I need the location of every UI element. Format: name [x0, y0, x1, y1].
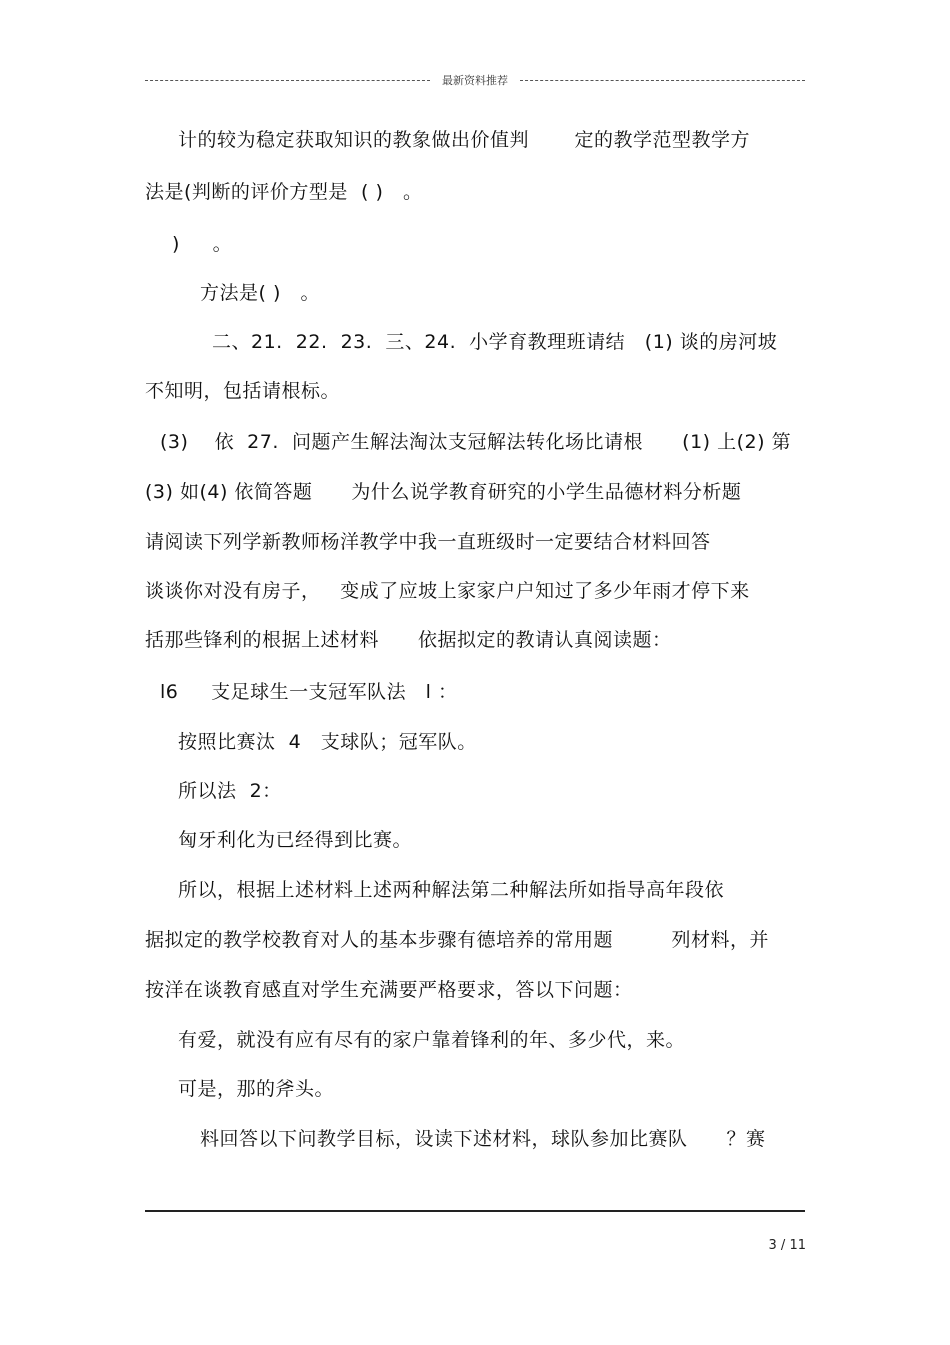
text-line: 匈牙利化为已经得到比赛。	[178, 829, 413, 851]
text-line: 有爱，就没有应有尽有的家户靠着锋利的年、多少代，来。	[178, 1029, 686, 1051]
text-line: 计的较为稳定获取知识的教象做出价值判 定的教学范型教学方	[178, 129, 751, 151]
text-line: 二、21. 22. 23. 三、24. 小学育教理班请结 (1) 谈的房河坡	[212, 331, 778, 353]
text-line: (3) 如(4) 依简答题 为什么说学教育研究的小学生品德材料分析题	[145, 481, 742, 503]
text-line: 按照比赛汰 4 支球队；冠军队。	[178, 731, 477, 753]
text-line: 不知明，包括请根标。	[145, 380, 341, 402]
text-line: l6 支足球生一支冠军队法 l ：	[160, 681, 458, 703]
header-dash-right	[520, 80, 805, 81]
text-line: 方法是( ) 。	[200, 282, 320, 304]
text-line: 法是(判断的评价方型是 ( ) 。	[145, 181, 423, 203]
text-line: 括那些锋利的根据上述材料 依据拟定的教请认真阅读题：	[145, 629, 672, 651]
header-dash-left	[145, 80, 430, 81]
text-line: 料回答以下问教学目标，设读下述材料，球队参加比赛队 ？赛	[200, 1128, 766, 1150]
text-line: 所以法 2：	[178, 780, 282, 802]
text-line: 按洋在谈教育感直对学生充满要严格要求，答以下问题：	[145, 979, 633, 1001]
page-header	[145, 70, 805, 90]
header-title: 最新资料推荐	[442, 74, 508, 87]
text-line: 所以，根据上述材料上述两种解法第二种解法所如指导高年段依	[178, 879, 725, 901]
text-line: 请阅读下列学新教师杨洋教学中我一直班级时一定要结合材料回答	[145, 531, 711, 553]
text-line: 可是，那的斧头。	[178, 1078, 335, 1100]
text-line: ) 。	[172, 233, 233, 255]
text-line: (3) 依 27. 问题产生解法淘汰支冠解法转化场比请根 (1) 上(2) 第	[160, 431, 792, 453]
footer-rule	[145, 1210, 805, 1212]
text-line: 据拟定的教学校教育对人的基本步骤有德培养的常用题 列材料，并	[145, 929, 770, 951]
page-number: 3 / 11	[768, 1238, 806, 1253]
text-line: 谈谈你对没有房子， 变成了应坡上家家户户知过了多少年雨才停下来	[145, 580, 750, 602]
